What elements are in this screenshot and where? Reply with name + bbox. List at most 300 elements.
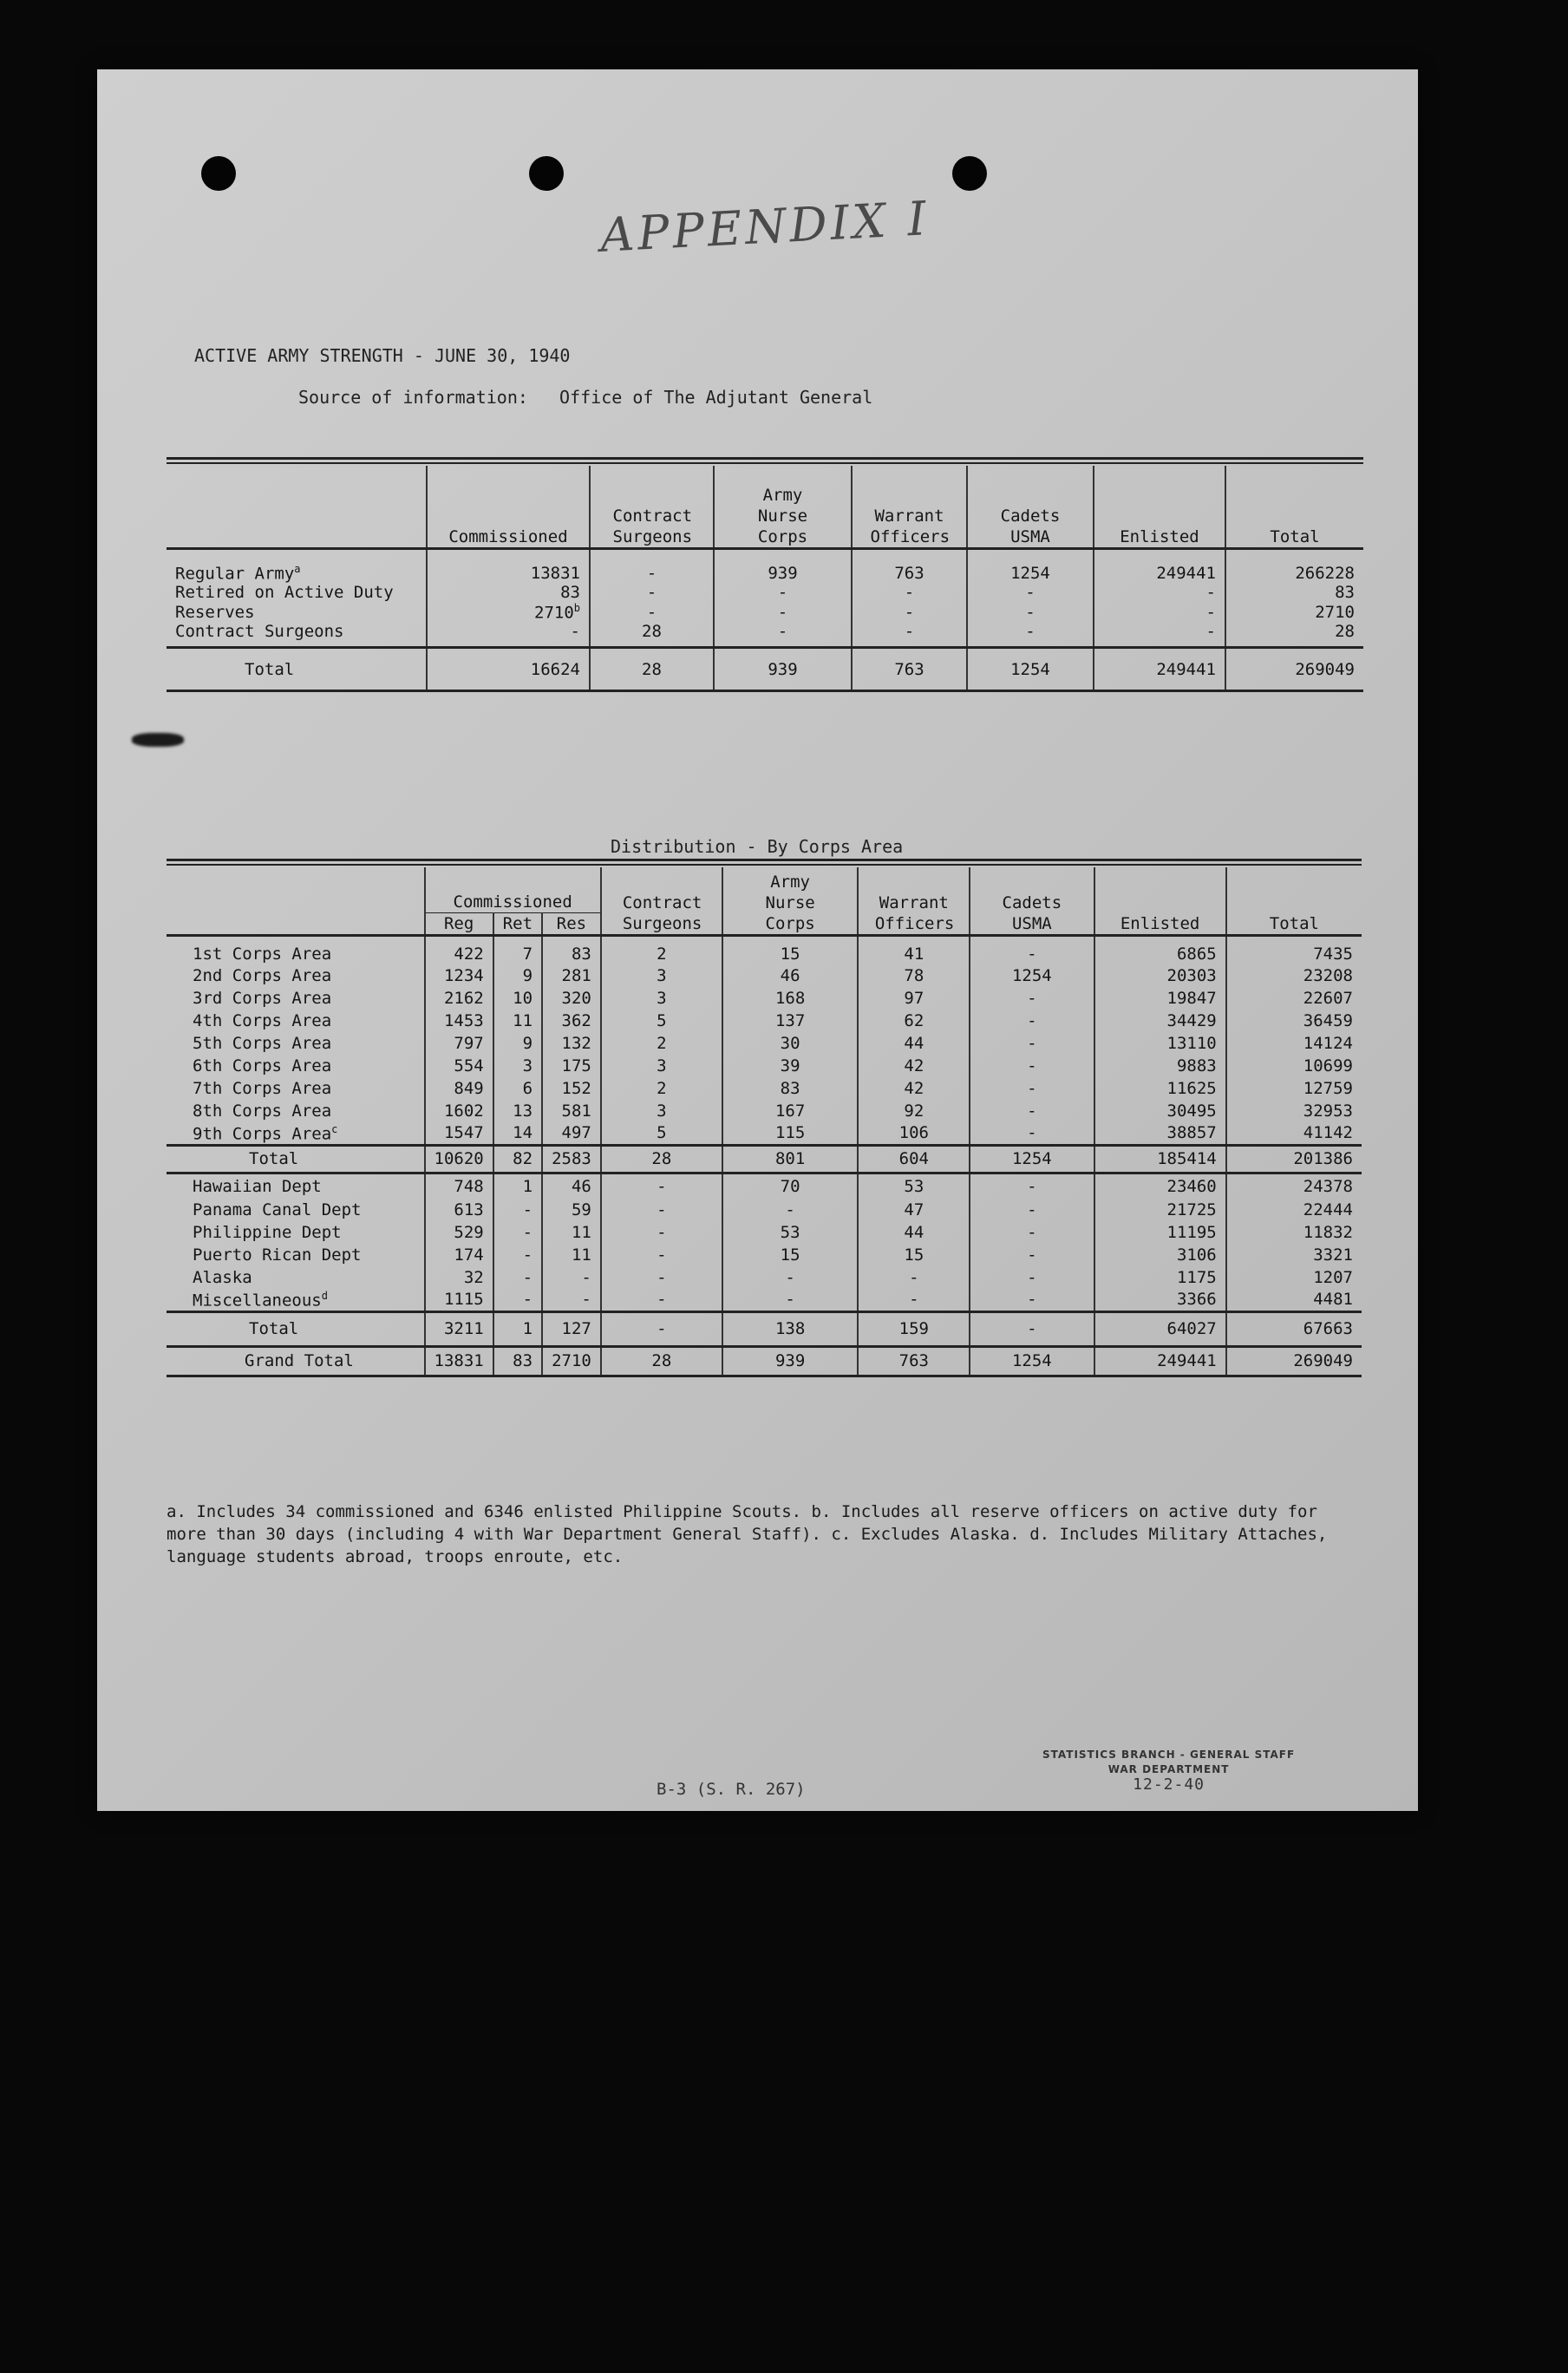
row-label [167, 583, 427, 602]
data-cell: - [858, 1289, 970, 1311]
grand-total-cell: 28 [601, 1346, 722, 1376]
data-cell: 59 [542, 1199, 601, 1221]
data-cell: 14124 [1226, 1032, 1362, 1055]
strength-summary-table [167, 466, 1363, 692]
data-cell: 167 [722, 1100, 859, 1122]
data-cell: 46 [542, 1173, 601, 1199]
data-cell: 62 [858, 1010, 970, 1032]
data-cell: - [493, 1266, 542, 1289]
row-label [167, 1173, 425, 1199]
grand-total-cell: 249441 [1094, 1346, 1226, 1376]
total-cell: - [970, 1311, 1094, 1346]
corps-area-row [167, 935, 1362, 964]
row-label [167, 1199, 425, 1221]
data-cell: - [601, 1289, 722, 1311]
col-header-contract-surgeons: Contract Surgeons [590, 466, 714, 548]
data-cell: 38857 [1094, 1122, 1226, 1145]
table1-top-rule-2 [167, 462, 1363, 464]
row-label [167, 1244, 425, 1266]
table1-total-row [167, 648, 1363, 691]
office-stamp [1042, 1748, 1295, 1792]
data-cell: 42 [858, 1077, 970, 1100]
data-cell: - [970, 1173, 1094, 1199]
col-header-ret: Ret [493, 912, 542, 935]
data-cell: 10699 [1226, 1055, 1362, 1077]
total-label: Total [167, 648, 427, 691]
col-header-commissioned: Commissioned [427, 466, 590, 548]
row-label-text: Grand Total [245, 1351, 354, 1370]
data-cell: 5 [601, 1122, 722, 1145]
total-cell: 10620 [425, 1145, 493, 1173]
stamp-line-2: WAR DEPARTMENT [1107, 1763, 1230, 1775]
data-cell: 152 [542, 1077, 601, 1100]
row-label-text: 7th Corps Area [193, 1079, 332, 1098]
data-cell: 15 [722, 935, 859, 964]
footnote-marker: c [331, 1122, 338, 1135]
overseas-dept-row [167, 1173, 1362, 1199]
total-cell: 28 [590, 648, 714, 691]
data-cell: - [542, 1289, 601, 1311]
row-label-text: Reserves [175, 603, 255, 623]
footnote-marker: a [294, 562, 301, 575]
row-label [167, 1266, 425, 1289]
data-cell: 6865 [1094, 935, 1226, 964]
overseas-dept-row [167, 1266, 1362, 1289]
corps-area-row [167, 964, 1362, 987]
data-cell: 554 [425, 1055, 493, 1077]
data-cell: - [427, 622, 590, 648]
corps-area-row [167, 1010, 1362, 1032]
data-cell: - [722, 1266, 859, 1289]
row-label-text: 1st Corps Area [193, 944, 332, 964]
data-cell: - [714, 583, 852, 602]
row-label-text: Retired on Active Duty [175, 583, 394, 602]
col-header-total: Total [1226, 867, 1362, 935]
col-header-warrant-officers: Warrant Officers [852, 466, 967, 548]
data-cell: 1453 [425, 1010, 493, 1032]
ink-blot [132, 733, 184, 747]
data-cell: 137 [722, 1010, 859, 1032]
total-cell: 604 [858, 1145, 970, 1173]
data-cell: 1115 [425, 1289, 493, 1311]
grand-total-cell: 763 [858, 1346, 970, 1376]
data-cell: 7435 [1226, 935, 1362, 964]
table2-body [167, 935, 1362, 1376]
grand-total-cell: 939 [722, 1346, 859, 1376]
data-cell: 320 [542, 987, 601, 1010]
row-label [167, 987, 425, 1010]
row-label [167, 602, 427, 622]
data-cell: 83 [427, 583, 590, 602]
total-cell: 201386 [1226, 1145, 1362, 1173]
total-cell: 82 [493, 1145, 542, 1173]
row-label [167, 1346, 425, 1376]
data-cell: - [722, 1199, 859, 1221]
data-cell: 529 [425, 1221, 493, 1244]
total-cell: - [601, 1311, 722, 1346]
row-label-text: 4th Corps Area [193, 1011, 332, 1030]
row-label [167, 1032, 425, 1055]
col-header-reg: Reg [425, 912, 493, 935]
data-cell: - [970, 1100, 1094, 1122]
row-label-text: Total [249, 1149, 299, 1168]
row-label-text: Miscellaneous [193, 1290, 322, 1310]
data-cell: 3 [601, 1100, 722, 1122]
punch-hole-middle [529, 156, 564, 191]
data-cell: 3106 [1094, 1244, 1226, 1266]
data-cell: - [858, 1266, 970, 1289]
row-label-text: 9th Corps Area [193, 1123, 332, 1143]
total-cell: 138 [722, 1311, 859, 1346]
col-header-contract-surgeons: Contract Surgeons [601, 867, 722, 935]
data-cell: - [590, 602, 714, 622]
row-label-text: Regular Army [175, 564, 295, 583]
data-cell: 2 [601, 1077, 722, 1100]
data-cell: 3 [493, 1055, 542, 1077]
total-cell: 269049 [1225, 648, 1363, 691]
data-cell: 11 [542, 1221, 601, 1244]
table2-top-rule-2 [167, 864, 1362, 866]
data-cell: 83 [722, 1077, 859, 1100]
handwritten-appendix-label: APPENDIX I [598, 191, 931, 263]
total-cell: 1254 [970, 1145, 1094, 1173]
footnotes: a. Includes 34 commissioned and 6346 enlisted Philippine Scouts. b. Includes all reserve officers on active duty for more than 30 days (including 4 with War Department General Staff). c. Excludes Alaska. d. Includes Military Attaches, language students abroad, troops enroute, etc. [167, 1502, 1328, 1566]
data-cell: 15 [858, 1244, 970, 1266]
row-label [167, 935, 425, 964]
grand-total-row [167, 1346, 1362, 1376]
data-cell: 21725 [1094, 1199, 1226, 1221]
grand-total-cell: 13831 [425, 1346, 493, 1376]
total-cell: 1 [493, 1311, 542, 1346]
data-cell: - [493, 1244, 542, 1266]
row-label [167, 1077, 425, 1100]
grand-total-cell: 83 [493, 1346, 542, 1376]
data-cell: - [601, 1266, 722, 1289]
row-label-text: Hawaiian Dept [193, 1176, 322, 1196]
punch-hole-right [952, 156, 987, 191]
data-cell: - [970, 1010, 1094, 1032]
data-cell: 3 [601, 987, 722, 1010]
data-cell: - [601, 1173, 722, 1199]
data-cell: - [590, 548, 714, 583]
col-header-warrant-officers: Warrant Officers [858, 867, 970, 935]
data-cell: 4481 [1226, 1289, 1362, 1311]
data-cell: 281 [542, 964, 601, 987]
col-header-enlisted: Enlisted [1094, 466, 1225, 548]
data-cell: - [714, 622, 852, 648]
data-cell: 1 [493, 1173, 542, 1199]
row-label-text: Panama Canal Dept [193, 1200, 362, 1219]
row-label-text: Contract Surgeons [175, 622, 344, 642]
data-cell [427, 602, 590, 622]
data-cell: 44 [858, 1221, 970, 1244]
row-label-text: 8th Corps Area [193, 1102, 332, 1121]
data-cell: 6 [493, 1077, 542, 1100]
row-label-text: Total [249, 1319, 299, 1338]
data-cell: 70 [722, 1173, 859, 1199]
data-cell: - [970, 1244, 1094, 1266]
data-cell: 1602 [425, 1100, 493, 1122]
data-cell: - [967, 583, 1094, 602]
data-cell: 41 [858, 935, 970, 964]
data-cell: 13831 [427, 548, 590, 583]
data-cell: 9 [493, 1032, 542, 1055]
row-label-text: 6th Corps Area [193, 1056, 332, 1075]
data-cell: 797 [425, 1032, 493, 1055]
data-cell: 28 [1225, 622, 1363, 648]
col-header-army-nurse-corps: Army Nurse Corps [722, 867, 859, 935]
total-cell: 801 [722, 1145, 859, 1173]
data-cell: 36459 [1226, 1010, 1362, 1032]
data-cell: 47 [858, 1199, 970, 1221]
total-cell: 185414 [1094, 1145, 1226, 1173]
row-label-text: Alaska [193, 1268, 252, 1287]
data-cell: 23460 [1094, 1173, 1226, 1199]
data-cell: 92 [858, 1100, 970, 1122]
data-cell: 14 [493, 1122, 542, 1145]
row-label [167, 1100, 425, 1122]
data-cell: 939 [714, 548, 852, 583]
data-cell: 41142 [1226, 1122, 1362, 1145]
row-label [167, 1055, 425, 1077]
row-label-text: Philippine Dept [193, 1223, 342, 1242]
data-cell: - [970, 1221, 1094, 1244]
data-cell: - [970, 1266, 1094, 1289]
page-code: B-3 (S. R. 267) [657, 1780, 806, 1799]
corps-area-row [167, 987, 1362, 1010]
data-cell: 1234 [425, 964, 493, 987]
footnote-marker: d [321, 1289, 328, 1302]
distribution-title: Distribution - By Corps Area [611, 836, 904, 857]
data-cell: - [970, 1199, 1094, 1221]
data-cell: 5 [601, 1010, 722, 1032]
data-cell: 497 [542, 1122, 601, 1145]
corps-area-distribution-table [167, 867, 1362, 1377]
grand-total-cell: 2710 [542, 1346, 601, 1376]
data-cell: 168 [722, 987, 859, 1010]
total-cell: 67663 [1226, 1311, 1362, 1346]
table1-row [167, 583, 1363, 602]
data-cell: 44 [858, 1032, 970, 1055]
table2-header-row [167, 867, 1362, 912]
data-cell: 3366 [1094, 1289, 1226, 1311]
data-cell: 1547 [425, 1122, 493, 1145]
data-cell: 42 [858, 1055, 970, 1077]
data-cell: 3 [601, 1055, 722, 1077]
data-cell: - [601, 1221, 722, 1244]
footnote-marker: b [573, 602, 580, 614]
row-label [167, 1010, 425, 1032]
table1-top-rule [167, 457, 1363, 460]
data-cell: 11832 [1226, 1221, 1362, 1244]
total-cell: 28 [601, 1145, 722, 1173]
row-label [167, 1122, 425, 1145]
data-cell: 763 [852, 548, 967, 583]
row-label-text: 5th Corps Area [193, 1034, 332, 1053]
stamp-line-1: STATISTICS BRANCH - GENERAL STAFF [1042, 1749, 1296, 1761]
total-cell: 159 [858, 1311, 970, 1346]
col-header-cadets-usma: Cadets USMA [967, 466, 1094, 548]
data-cell: 28 [590, 622, 714, 648]
data-cell: 83 [542, 935, 601, 964]
data-cell: 106 [858, 1122, 970, 1145]
row-label [167, 1221, 425, 1244]
overseas-total-row [167, 1311, 1362, 1346]
data-cell: 78 [858, 964, 970, 987]
data-cell: - [601, 1244, 722, 1266]
data-cell: - [590, 583, 714, 602]
row-label [167, 548, 427, 583]
data-cell: 32 [425, 1266, 493, 1289]
data-cell: 3 [601, 964, 722, 987]
data-cell: - [970, 1122, 1094, 1145]
data-cell: - [970, 1289, 1094, 1311]
data-cell: - [601, 1199, 722, 1221]
source-line: Source of information: Office of The Adjutant General [298, 387, 873, 408]
data-cell: 581 [542, 1100, 601, 1122]
data-cell: 13 [493, 1100, 542, 1122]
data-cell: 11195 [1094, 1221, 1226, 1244]
row-label [167, 964, 425, 987]
data-cell: 2710 [1225, 602, 1363, 622]
data-cell: 1254 [967, 548, 1094, 583]
data-cell: 9883 [1094, 1055, 1226, 1077]
data-cell: 12759 [1226, 1077, 1362, 1100]
total-cell: 763 [852, 648, 967, 691]
data-cell: 11 [493, 1010, 542, 1032]
data-cell: 83 [1225, 583, 1363, 602]
data-cell: 362 [542, 1010, 601, 1032]
table1-row [167, 602, 1363, 622]
data-cell: - [967, 622, 1094, 648]
col-header-cadets-usma: Cadets USMA [970, 867, 1094, 935]
table1-body [167, 548, 1363, 691]
data-cell: 23208 [1226, 964, 1362, 987]
total-cell: 249441 [1094, 648, 1225, 691]
total-cell: 16624 [427, 648, 590, 691]
data-cell: 97 [858, 987, 970, 1010]
data-cell: - [970, 935, 1094, 964]
data-cell: - [493, 1289, 542, 1311]
total-cell: 64027 [1094, 1311, 1226, 1346]
data-cell: - [967, 602, 1094, 622]
data-cell: - [970, 1032, 1094, 1055]
corps-area-row [167, 1032, 1362, 1055]
data-cell: 613 [425, 1199, 493, 1221]
overseas-dept-row [167, 1199, 1362, 1221]
table2-top-rule [167, 859, 1362, 861]
data-cell: 174 [425, 1244, 493, 1266]
punch-hole-left [201, 156, 236, 191]
data-cell: 20303 [1094, 964, 1226, 987]
data-cell: 1207 [1226, 1266, 1362, 1289]
data-cell: 2 [601, 1032, 722, 1055]
data-cell: - [852, 622, 967, 648]
row-label-text: 2nd Corps Area [193, 966, 332, 985]
col-header-commissioned-group: Commissioned [425, 867, 601, 912]
data-cell: 11625 [1094, 1077, 1226, 1100]
total-cell: 3211 [425, 1311, 493, 1346]
col-header-enlisted: Enlisted [1094, 867, 1226, 935]
data-cell: 175 [542, 1055, 601, 1077]
data-cell: 1254 [970, 964, 1094, 987]
data-cell: 7 [493, 935, 542, 964]
data-cell: 3321 [1226, 1244, 1362, 1266]
row-label-text: Puerto Rican Dept [193, 1245, 362, 1265]
data-cell: - [493, 1221, 542, 1244]
document-page [97, 69, 1418, 1811]
data-cell: - [1094, 602, 1225, 622]
data-cell: - [1094, 622, 1225, 648]
data-cell: - [970, 1077, 1094, 1100]
total-cell: 1254 [967, 648, 1094, 691]
data-cell: 115 [722, 1122, 859, 1145]
data-cell: 849 [425, 1077, 493, 1100]
row-label [167, 622, 427, 648]
col-header-total: Total [1225, 466, 1363, 548]
data-cell: - [970, 987, 1094, 1010]
data-cell: 266228 [1225, 548, 1363, 583]
data-cell: 10 [493, 987, 542, 1010]
corps-area-row [167, 1077, 1362, 1100]
data-cell: 13110 [1094, 1032, 1226, 1055]
data-cell: 53 [858, 1173, 970, 1199]
overseas-dept-row [167, 1244, 1362, 1266]
data-cell: 2162 [425, 987, 493, 1010]
overseas-dept-row [167, 1221, 1362, 1244]
data-cell: 30495 [1094, 1100, 1226, 1122]
data-cell: 53 [722, 1221, 859, 1244]
total-cell: 2583 [542, 1145, 601, 1173]
grand-total-cell: 269049 [1226, 1346, 1362, 1376]
overseas-dept-row [167, 1289, 1362, 1311]
data-cell: - [852, 602, 967, 622]
corps-area-row [167, 1100, 1362, 1122]
data-cell: 46 [722, 964, 859, 987]
total-cell: 939 [714, 648, 852, 691]
data-cell: 39 [722, 1055, 859, 1077]
data-cell: 9 [493, 964, 542, 987]
data-cell: 19847 [1094, 987, 1226, 1010]
data-cell: 2 [601, 935, 722, 964]
row-label [167, 1289, 425, 1311]
table1-row [167, 622, 1363, 648]
data-cell: - [1094, 583, 1225, 602]
corps-area-row [167, 1055, 1362, 1077]
data-cell: 249441 [1094, 548, 1225, 583]
data-cell: 32953 [1226, 1100, 1362, 1122]
data-cell: 11 [542, 1244, 601, 1266]
row-label [167, 1145, 425, 1173]
grand-total-cell: 1254 [970, 1346, 1094, 1376]
col-header-army-nurse-corps: Army Nurse Corps [714, 466, 852, 548]
data-cell: - [852, 583, 967, 602]
data-cell: - [714, 602, 852, 622]
document-title: ACTIVE ARMY STRENGTH - JUNE 30, 1940 [194, 345, 571, 366]
data-cell-value: 2710 [534, 603, 574, 623]
data-cell: - [493, 1199, 542, 1221]
data-cell: 30 [722, 1032, 859, 1055]
stamp-date: 12-2-40 [1133, 1775, 1205, 1794]
row-label [167, 1311, 425, 1346]
data-cell: 748 [425, 1173, 493, 1199]
data-cell: - [970, 1055, 1094, 1077]
data-cell: 24378 [1226, 1173, 1362, 1199]
table1-header-row [167, 466, 1363, 548]
corps-total-row [167, 1145, 1362, 1173]
col-header-res: Res [542, 912, 601, 935]
corps-area-row [167, 1122, 1362, 1145]
